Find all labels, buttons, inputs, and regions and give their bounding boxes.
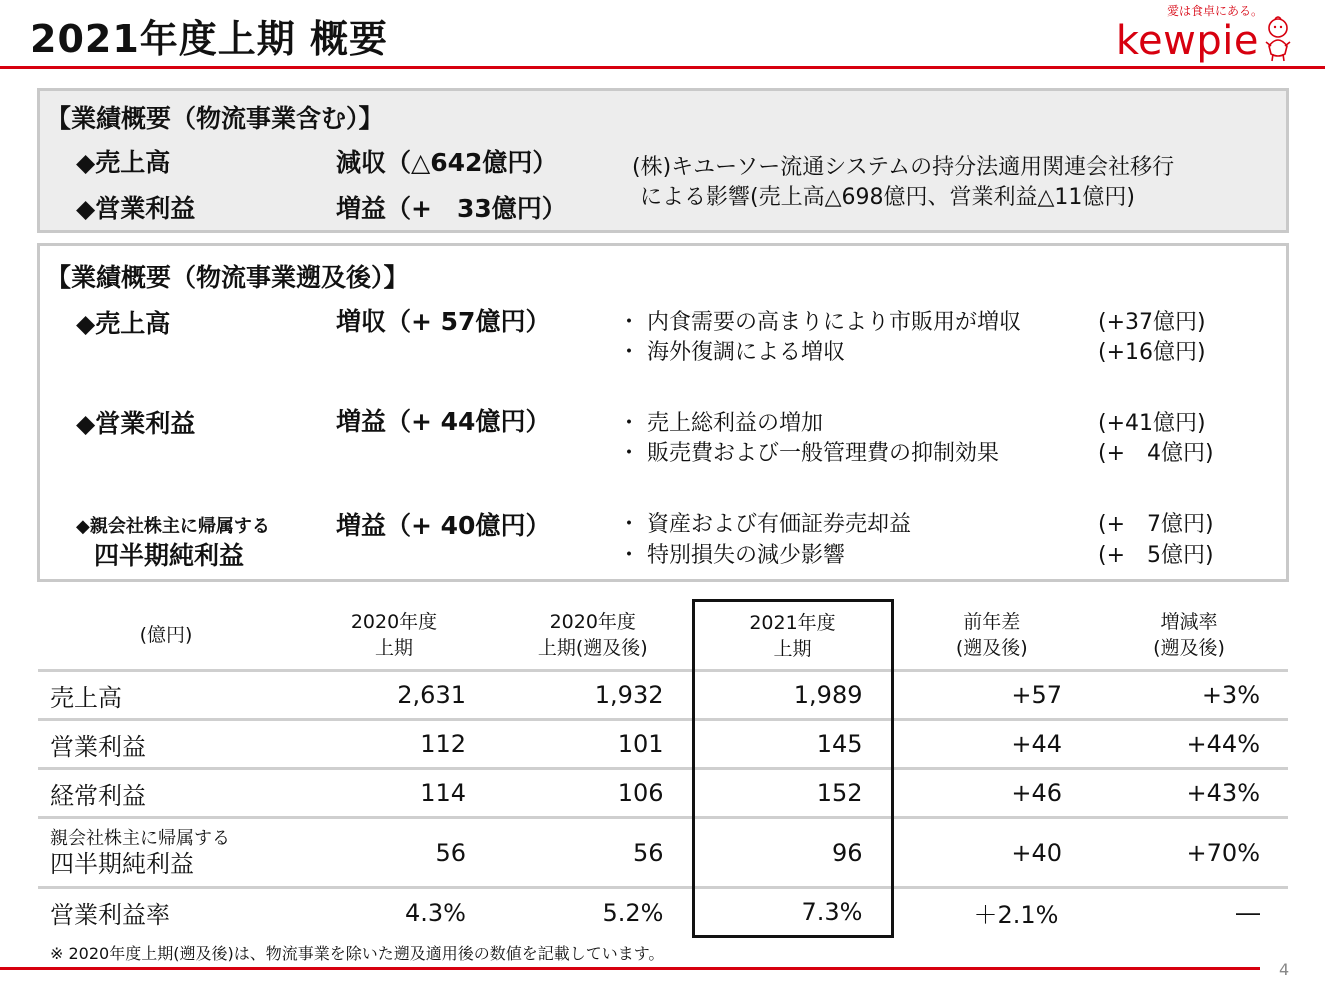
note-line-2: による影響(売上高△698億円、営業利益△11億円) bbox=[640, 185, 1135, 210]
header-divider bbox=[0, 66, 1325, 69]
operating-profit-label: ◆営業利益 bbox=[76, 194, 196, 223]
summary-heading: 【業績概要（物流事業含む）】 bbox=[46, 104, 384, 133]
table-cell: +43% bbox=[1090, 769, 1288, 818]
table-cell: 4.3% bbox=[294, 888, 494, 937]
table-row bbox=[38, 888, 1288, 937]
financial-summary-table bbox=[38, 599, 1288, 938]
operating-profit-value: 増益（+ 33億円） bbox=[336, 194, 567, 223]
table-cell: 1,989 bbox=[693, 671, 892, 720]
sales-value: 増収（+ 57億円） bbox=[336, 307, 551, 336]
sales-label: ◆売上高 bbox=[76, 309, 171, 338]
table-cell: 5.2% bbox=[494, 888, 693, 937]
net-income-value: 増益（+ 40億円） bbox=[336, 511, 551, 540]
sales-label: ◆売上高 bbox=[76, 148, 171, 177]
kewpie-logo bbox=[1115, 2, 1293, 64]
table-cell: 114 bbox=[294, 769, 494, 818]
row-label: 経常利益 bbox=[38, 769, 294, 818]
header-cell: 2020年度 上期 bbox=[350, 610, 438, 659]
bullet-text: ・ 販売費および一般管理費の抑制効果 bbox=[618, 441, 999, 466]
table-row bbox=[38, 671, 1288, 720]
table-row bbox=[38, 769, 1288, 818]
table-cell: +57 bbox=[892, 671, 1090, 720]
bullet-amount: (+ 5億円) bbox=[1098, 543, 1214, 568]
net-income-label-small: ◆親会社株主に帰属する bbox=[76, 516, 270, 537]
table-cell: 106 bbox=[494, 769, 693, 818]
footer-divider bbox=[0, 967, 1260, 970]
table-cell: +44% bbox=[1090, 720, 1288, 769]
bullet-text: ・ 特別損失の減少影響 bbox=[618, 543, 845, 568]
table-cell: +46 bbox=[892, 769, 1090, 818]
page-title: 2021年度上期 概要 bbox=[30, 17, 388, 61]
table-cell: 96 bbox=[693, 818, 892, 888]
kewpie-doll-icon bbox=[1263, 16, 1293, 62]
logo-wordmark: kewpie bbox=[1115, 18, 1259, 64]
header-cell: 増減率 (遡及後) bbox=[1153, 610, 1225, 659]
net-income-label: 四半期純利益 bbox=[94, 541, 245, 570]
table-cell: +44 bbox=[892, 720, 1090, 769]
table-cell: 101 bbox=[494, 720, 693, 769]
table-cell: 7.3% bbox=[693, 888, 892, 937]
row-label bbox=[38, 818, 294, 888]
table-cell: 2,631 bbox=[294, 671, 494, 720]
table-cell: 152 bbox=[693, 769, 892, 818]
operating-profit-label: ◆営業利益 bbox=[76, 409, 196, 438]
logo-tagline: 愛は食卓にある。 bbox=[1166, 4, 1263, 18]
bullet-amount: (+ 4億円) bbox=[1098, 441, 1214, 466]
table-cell: +3% bbox=[1090, 671, 1288, 720]
bullet-text: ・ 海外復調による増収 bbox=[618, 340, 845, 365]
sales-value: 減収（△642億円） bbox=[336, 148, 558, 177]
header-cell: (億円) bbox=[139, 623, 193, 646]
note-line-1: (株)キユーソー流通システムの持分法適用関連会社移行 bbox=[632, 155, 1175, 180]
table-cell: ― bbox=[1090, 888, 1288, 937]
bullet-text: ・ 売上総利益の増加 bbox=[618, 411, 823, 436]
bullet-text: ・ 資産および有価証券売却益 bbox=[618, 512, 911, 537]
summary-including-logistics bbox=[37, 88, 1289, 233]
header-cell: 2020年度 上期(遡及後) bbox=[537, 610, 648, 659]
operating-profit-value: 増益（+ 44億円） bbox=[336, 407, 551, 436]
summary-retroactive bbox=[37, 243, 1289, 582]
table-cell: 56 bbox=[294, 818, 494, 888]
table-row bbox=[38, 720, 1288, 769]
bullet-text: ・ 内食需要の高まりにより市販用が増収 bbox=[618, 310, 1021, 335]
table-header-row bbox=[38, 601, 1288, 671]
table-cell: 56 bbox=[494, 818, 693, 888]
bullet-amount: (+16億円) bbox=[1098, 340, 1206, 365]
table-cell: +70% bbox=[1090, 818, 1288, 888]
row-label-small: 親会社株主に帰属する bbox=[50, 827, 230, 849]
header-cell-highlight: 2021年度 上期 bbox=[693, 601, 892, 671]
header-cell: 前年差 (遡及後) bbox=[955, 610, 1028, 659]
bullet-amount: (+37億円) bbox=[1098, 310, 1206, 335]
table-cell: ＋2.1% bbox=[892, 888, 1090, 937]
row-label: 営業利益率 bbox=[38, 888, 294, 937]
summary-heading: 【業績概要（物流事業遡及後）】 bbox=[46, 263, 409, 292]
table-cell: +40 bbox=[892, 818, 1090, 888]
row-label-main: 四半期純利益 bbox=[50, 849, 194, 878]
table-cell: 145 bbox=[693, 720, 892, 769]
table-row bbox=[38, 818, 1288, 888]
table-cell: 1,932 bbox=[494, 671, 693, 720]
bullet-amount: (+41億円) bbox=[1098, 411, 1206, 436]
page-number: 4 bbox=[1279, 960, 1290, 979]
row-label: 営業利益 bbox=[38, 720, 294, 769]
row-label: 売上高 bbox=[38, 671, 294, 720]
footnote: ※ 2020年度上期(遡及後)は、物流事業を除いた遡及適用後の数値を記載しています。 bbox=[50, 944, 665, 963]
table-cell: 112 bbox=[294, 720, 494, 769]
bullet-amount: (+ 7億円) bbox=[1098, 512, 1214, 537]
